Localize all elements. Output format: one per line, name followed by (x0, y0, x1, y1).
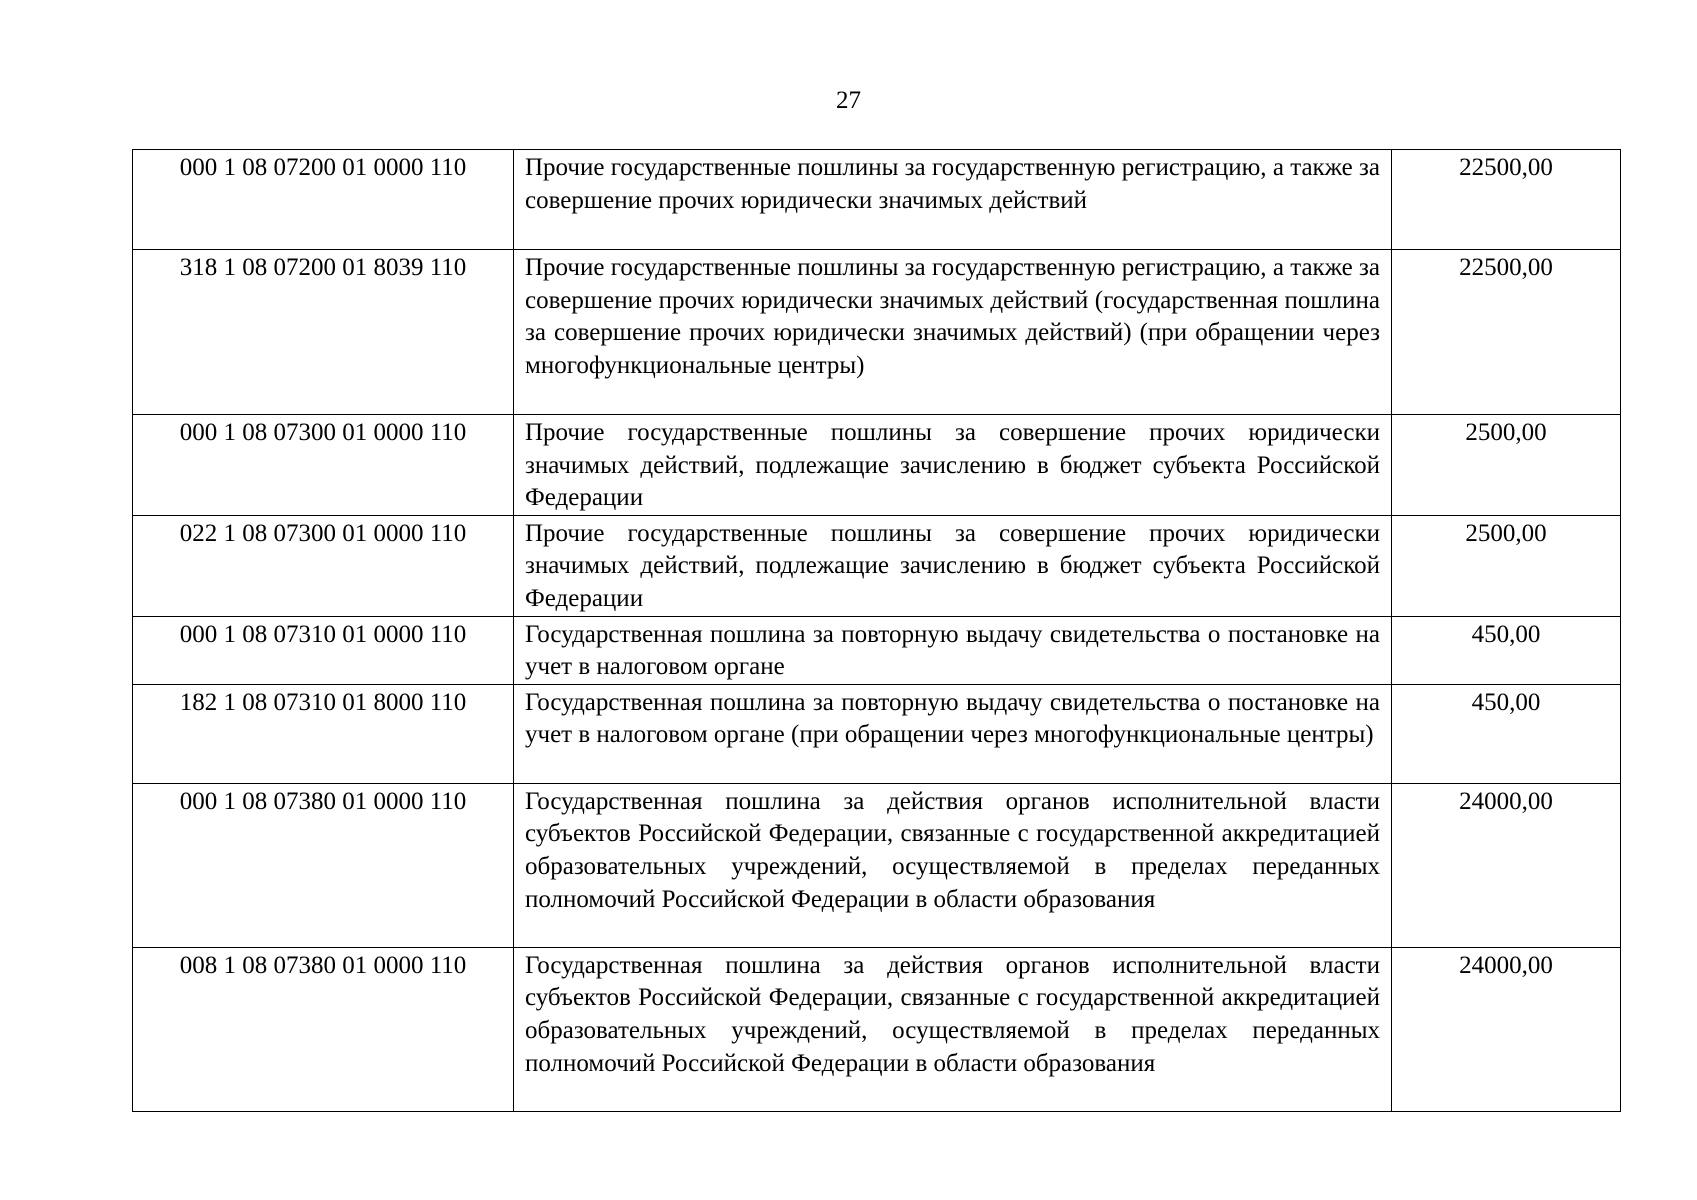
budget-code-cell: 000 1 08 07310 01 0000 110 (133, 616, 514, 684)
table-row (133, 515, 1621, 616)
table-row (133, 250, 1621, 415)
revenue-name-cell: Государственная пошлина за действия органов исполнительной власти субъектов Российской Федерации, связанные с государственной аккредитацией образовательных учреждений, осуществляемой в пределах переданных полномочий Российской Федерации в области образования (514, 947, 1392, 1111)
table-row (133, 150, 1621, 250)
revenue-name-cell: Прочие государственные пошлины за государственную регистрацию, а также за совершение прочих юридически значимых действий (государственная пошлина за совершение прочих юридически значимых действий) (при обращении через многофункциональные центры) (514, 250, 1392, 415)
budget-code-cell: 000 1 08 07200 01 0000 110 (133, 150, 514, 250)
budget-code-cell: 000 1 08 07380 01 0000 110 (133, 783, 514, 947)
budget-code-cell: 000 1 08 07300 01 0000 110 (133, 415, 514, 516)
revenue-name-cell: Государственная пошлина за повторную выдачу свидетельства о постановке на учет в налоговом органе (при обращении через многофункциональные центры) (514, 684, 1392, 783)
amount-cell: 450,00 (1392, 616, 1621, 684)
budget-code-cell: 008 1 08 07380 01 0000 110 (133, 947, 514, 1111)
table-row (133, 947, 1621, 1111)
table-row (133, 684, 1621, 783)
amount-cell: 22500,00 (1392, 150, 1621, 250)
budget-code-cell: 182 1 08 07310 01 8000 110 (133, 684, 514, 783)
table-row (133, 415, 1621, 516)
revenue-name-cell: Государственная пошлина за повторную выдачу свидетельства о постановке на учет в налоговом органе (514, 616, 1392, 684)
amount-cell: 450,00 (1392, 684, 1621, 783)
revenue-name-cell: Прочие государственные пошлины за совершение прочих юридически значимых действий, подлежащие зачислению в бюджет субъекта Российской Федерации (514, 415, 1392, 516)
amount-cell: 22500,00 (1392, 250, 1621, 415)
budget-code-cell: 022 1 08 07300 01 0000 110 (133, 515, 514, 616)
revenue-name-cell: Государственная пошлина за действия органов исполнительной власти субъектов Российской Федерации, связанные с государственной аккредитацией образовательных учреждений, осуществляемой в пределах переданных полномочий Российской Федерации в области образования (514, 783, 1392, 947)
revenue-name-cell: Прочие государственные пошлины за совершение прочих юридически значимых действий, подлежащие зачислению в бюджет субъекта Российской Федерации (514, 515, 1392, 616)
amount-cell: 24000,00 (1392, 947, 1621, 1111)
amount-cell: 2500,00 (1392, 415, 1621, 516)
budget-revenue-table (132, 149, 1621, 1112)
amount-cell: 2500,00 (1392, 515, 1621, 616)
revenue-name-cell: Прочие государственные пошлины за государственную регистрацию, а также за совершение прочих юридически значимых действий (514, 150, 1392, 250)
budget-code-cell: 318 1 08 07200 01 8039 110 (133, 250, 514, 415)
page-number: 27 (836, 87, 861, 114)
amount-cell: 24000,00 (1392, 783, 1621, 947)
table-row (133, 783, 1621, 947)
table-row (133, 616, 1621, 684)
